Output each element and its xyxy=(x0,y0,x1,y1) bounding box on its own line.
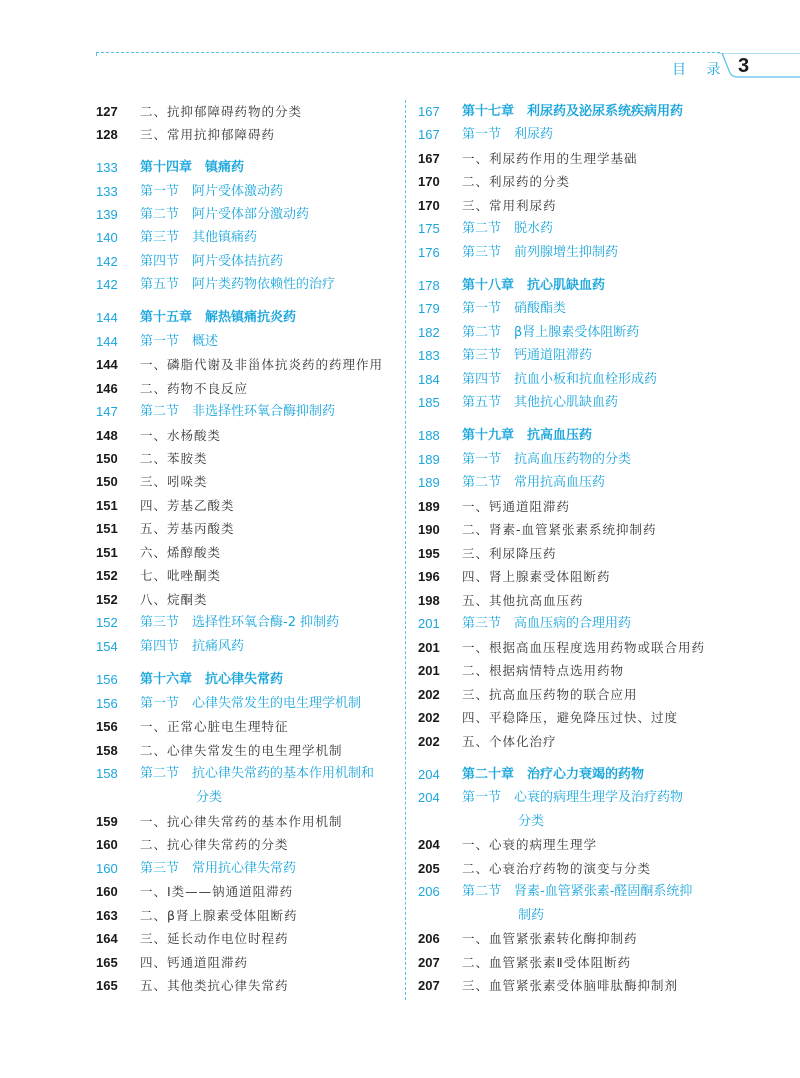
toc-entry-title: 第十五章 解热镇痛抗炎药 xyxy=(140,310,297,325)
toc-page-number: 148 xyxy=(96,428,118,443)
header-rule-tick xyxy=(96,52,97,56)
toc-entry-title: 四、钙通道阻滞药 xyxy=(140,955,249,970)
toc-page-number: 188 xyxy=(418,428,440,443)
toc-entry-title: 分类 xyxy=(518,814,545,829)
toc-page-number: 167 xyxy=(418,151,440,166)
toc-entry-title: 一、钙通道阻滞药 xyxy=(462,499,571,514)
toc-page-number: 170 xyxy=(418,198,440,213)
toc-page-number: 139 xyxy=(96,207,118,222)
toc-page-number: 207 xyxy=(418,978,440,993)
toc-entry-title: 第十四章 镇痛药 xyxy=(140,160,245,175)
toc-entry-title: 四、肾上腺素受体阻断药 xyxy=(462,569,611,584)
column-divider xyxy=(405,100,406,1000)
toc-page-number: 178 xyxy=(418,278,440,293)
toc-entry-title: 第十七章 利尿药及泌尿系统疾病用药 xyxy=(462,104,684,119)
toc-entry-title: 三、抗高血压药物的联合应用 xyxy=(462,687,638,702)
toc-entry-title: 第三节 其他镇痛药 xyxy=(140,230,258,245)
toc-entry-title: 一、血管紧张素转化酶抑制药 xyxy=(462,931,638,946)
header-rule xyxy=(96,52,720,53)
toc-entry-title: 六、烯醇酸类 xyxy=(140,545,222,560)
toc-page-number: 165 xyxy=(96,955,118,970)
toc-page-number: 151 xyxy=(96,498,118,513)
tab-shape xyxy=(718,53,800,81)
toc-entry-title: 分类 xyxy=(196,790,223,805)
toc-entry-title: 一、心衰的病理生理学 xyxy=(462,837,598,852)
toc-entry-title: 一、抗心律失常药的基本作用机制 xyxy=(140,814,343,829)
toc-entry-title: 第二节 非选择性环氧合酶抑制药 xyxy=(140,404,336,419)
toc-page-number: 152 xyxy=(96,615,118,630)
toc-page-number: 142 xyxy=(96,254,118,269)
toc-page-number: 198 xyxy=(418,593,440,608)
toc-page-number: 133 xyxy=(96,184,118,199)
toc-page-number: 144 xyxy=(96,334,118,349)
page-number: 3 xyxy=(738,55,750,77)
toc-entry-title: 第一节 硝酸酯类 xyxy=(462,301,567,316)
toc-entry-title: 第一节 阿片受体激动药 xyxy=(140,184,284,199)
toc-page-number: 142 xyxy=(96,277,118,292)
toc-entry-title: 五、其他抗高血压药 xyxy=(462,593,584,608)
toc-page-number: 156 xyxy=(96,696,118,711)
toc-page-number: 196 xyxy=(418,569,440,584)
toc-page-number: 128 xyxy=(96,127,118,142)
toc-page-number: 152 xyxy=(96,592,118,607)
toc-entry-title: 第一节 心衰的病理生理学及治疗药物 xyxy=(462,790,684,805)
toc-page-number: 163 xyxy=(96,908,118,923)
toc-page-number: 182 xyxy=(418,325,440,340)
toc-page-number: 151 xyxy=(96,545,118,560)
toc-entry-title: 二、心律失常发生的电生理学机制 xyxy=(140,743,343,758)
toc-page-number: 205 xyxy=(418,861,440,876)
toc-entry-title: 第二节 肾素-血管紧张素-醛固酮系统抑 xyxy=(462,884,693,899)
toc-section-label: 目 录 xyxy=(672,62,729,78)
toc-page-number: 185 xyxy=(418,395,440,410)
toc-page-number: 151 xyxy=(96,521,118,536)
toc-entry-title: 第十八章 抗心肌缺血药 xyxy=(462,278,606,293)
toc-page-number: 204 xyxy=(418,767,440,782)
toc-entry-title: 第五节 阿片类药物依赖性的治疗 xyxy=(140,277,336,292)
toc-entry-title: 八、烷酮类 xyxy=(140,592,208,607)
toc-entry-title: 二、抗心律失常药的分类 xyxy=(140,837,289,852)
toc-page-number: 189 xyxy=(418,475,440,490)
toc-entry-title: 一、正常心脏电生理特征 xyxy=(140,719,289,734)
toc-page-number: 175 xyxy=(418,221,440,236)
toc-page-number: 202 xyxy=(418,710,440,725)
toc-entry-title: 第四节 阿片受体拮抗药 xyxy=(140,254,284,269)
toc-page-number: 144 xyxy=(96,357,118,372)
toc-entry-title: 第三节 常用抗心律失常药 xyxy=(140,861,297,876)
toc-entry-title: 七、吡唑酮类 xyxy=(140,568,222,583)
toc-entry-title: 第十六章 抗心律失常药 xyxy=(140,672,284,687)
toc-page-number: 170 xyxy=(418,174,440,189)
toc-page-number: 140 xyxy=(96,230,118,245)
toc-page-number: 167 xyxy=(418,104,440,119)
toc-entry-title: 第一节 抗高血压药物的分类 xyxy=(462,452,632,467)
toc-entry-title: 第二节 抗心律失常药的基本作用机制和 xyxy=(140,766,375,781)
toc-entry-title: 二、抗抑郁障碍药物的分类 xyxy=(140,104,303,119)
toc-page-number: 195 xyxy=(418,546,440,561)
toc-entry-title: 一、水杨酸类 xyxy=(140,428,222,443)
toc-page-number: 206 xyxy=(418,931,440,946)
toc-page-number: 133 xyxy=(96,160,118,175)
toc-entry-title: 第五节 其他抗心肌缺血药 xyxy=(462,395,619,410)
toc-page-number: 150 xyxy=(96,474,118,489)
toc-entry-title: 二、肾素-血管紧张素系统抑制药 xyxy=(462,522,657,537)
toc-page-number: 206 xyxy=(418,884,440,899)
toc-page-number: 183 xyxy=(418,348,440,363)
toc-page-number: 159 xyxy=(96,814,118,829)
toc-page-number: 144 xyxy=(96,310,118,325)
toc-entry-title: 三、吲哚类 xyxy=(140,474,208,489)
toc-entry-title: 第二节 β肾上腺素受体阻断药 xyxy=(462,325,640,340)
toc-entry-title: 制药 xyxy=(518,908,545,923)
toc-page-number: 189 xyxy=(418,499,440,514)
toc-entry-title: 第三节 前列腺增生抑制药 xyxy=(462,245,619,260)
toc-entry-title: 一、利尿药作用的生理学基础 xyxy=(462,151,638,166)
toc-entry-title: 第四节 抗痛风药 xyxy=(140,639,245,654)
toc-page-number: 158 xyxy=(96,766,118,781)
toc-entry-title: 二、β肾上腺素受体阻断药 xyxy=(140,908,298,923)
toc-page-number: 160 xyxy=(96,861,118,876)
toc-entry-title: 第一节 概述 xyxy=(140,334,219,349)
toc-page-number: 154 xyxy=(96,639,118,654)
toc-page-number: 179 xyxy=(418,301,440,316)
toc-entry-title: 三、利尿降压药 xyxy=(462,546,557,561)
toc-entry-title: 第二节 常用抗高血压药 xyxy=(462,475,606,490)
toc-page-number: 201 xyxy=(418,616,440,631)
toc-page-number: 189 xyxy=(418,452,440,467)
toc-entry-title: 一、Ⅰ类——钠通道阻滞药 xyxy=(140,884,294,899)
toc-entry-title: 一、磷脂代谢及非甾体抗炎药的药理作用 xyxy=(140,357,384,372)
toc-page-number: 152 xyxy=(96,568,118,583)
toc-page-number: 202 xyxy=(418,687,440,702)
toc-entry-title: 四、平稳降压，避免降压过快、过度 xyxy=(462,710,679,725)
toc-page-number: 204 xyxy=(418,790,440,805)
toc-entry-title: 一、根据高血压程度选用药物或联合用药 xyxy=(462,640,706,655)
toc-page-number: 156 xyxy=(96,719,118,734)
toc-page-number: 160 xyxy=(96,884,118,899)
toc-entry-title: 第二十章 治疗心力衰竭的药物 xyxy=(462,767,645,782)
toc-entry-title: 三、血管紧张素受体脑啡肽酶抑制剂 xyxy=(462,978,679,993)
page-header xyxy=(0,0,800,90)
toc-entry-title: 第一节 利尿药 xyxy=(462,127,554,142)
toc-entry-title: 五、个体化治疗 xyxy=(462,734,557,749)
toc-page-number: 158 xyxy=(96,743,118,758)
toc-entry-title: 第二节 脱水药 xyxy=(462,221,554,236)
page-number-tab xyxy=(718,53,800,81)
toc-entry-title: 第三节 钙通道阻滞药 xyxy=(462,348,593,363)
toc-entry-title: 第三节 选择性环氧合酶-2 抑制药 xyxy=(140,615,340,630)
toc-page-number: 150 xyxy=(96,451,118,466)
toc-page-number: 160 xyxy=(96,837,118,852)
toc-page-number: 146 xyxy=(96,381,118,396)
toc-entry-title: 二、利尿药的分类 xyxy=(462,174,571,189)
toc-page-number: 201 xyxy=(418,663,440,678)
toc-page-number: 184 xyxy=(418,372,440,387)
toc-entry-title: 第四节 抗血小板和抗血栓形成药 xyxy=(462,372,658,387)
toc-entry-title: 二、血管紧张素Ⅱ受体阻断药 xyxy=(462,955,632,970)
toc-page-number: 204 xyxy=(418,837,440,852)
toc-page-number: 190 xyxy=(418,522,440,537)
toc-page-number: 176 xyxy=(418,245,440,260)
toc-entry-title: 二、苯胺类 xyxy=(140,451,208,466)
toc-entry-title: 第三节 高血压病的合理用药 xyxy=(462,616,632,631)
toc-page-number: 127 xyxy=(96,104,118,119)
toc-entry-title: 第二节 阿片受体部分激动药 xyxy=(140,207,310,222)
toc-page-number: 207 xyxy=(418,955,440,970)
toc-page-number: 147 xyxy=(96,404,118,419)
toc-page-number: 164 xyxy=(96,931,118,946)
toc-page-number: 201 xyxy=(418,640,440,655)
toc-page-number: 202 xyxy=(418,734,440,749)
toc-entry-title: 第一节 心律失常发生的电生理学机制 xyxy=(140,696,362,711)
toc-page-number: 156 xyxy=(96,672,118,687)
toc-entry-title: 三、常用抗抑郁障碍药 xyxy=(140,127,276,142)
toc-entry-title: 第十九章 抗高血压药 xyxy=(462,428,593,443)
toc-entry-title: 三、常用利尿药 xyxy=(462,198,557,213)
toc-entry-title: 四、芳基乙酸类 xyxy=(140,498,235,513)
toc-page-number: 165 xyxy=(96,978,118,993)
toc-entry-title: 五、其他类抗心律失常药 xyxy=(140,978,289,993)
toc-entry-title: 三、延长动作电位时程药 xyxy=(140,931,289,946)
toc-page-number: 167 xyxy=(418,127,440,142)
toc-entry-title: 五、芳基丙酸类 xyxy=(140,521,235,536)
toc-entry-title: 二、药物不良反应 xyxy=(140,381,249,396)
toc-entry-title: 二、心衰治疗药物的演变与分类 xyxy=(462,861,652,876)
toc-entry-title: 二、根据病情特点选用药物 xyxy=(462,663,625,678)
